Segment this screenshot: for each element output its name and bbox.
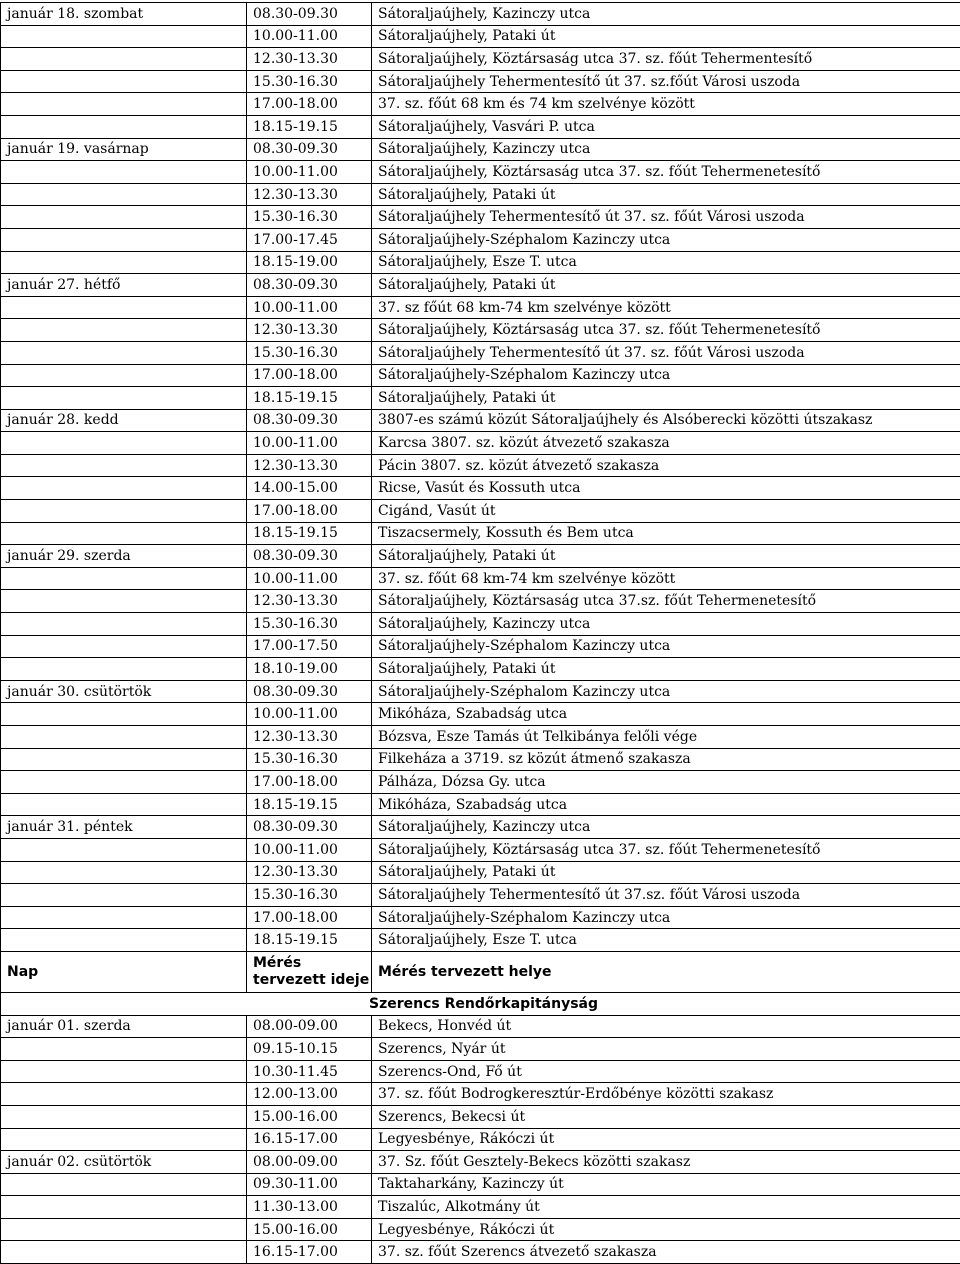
day-cell: január 27. hétfő <box>1 274 247 297</box>
schedule-row <box>1 25 960 48</box>
day-cell-empty <box>1 726 247 749</box>
day-cell-empty <box>1 635 247 658</box>
time-cell: 18.15-19.15 <box>247 793 372 816</box>
time-cell: 08.00-09.00 <box>247 1151 372 1174</box>
time-cell: 09.30-11.00 <box>247 1173 372 1196</box>
time-cell: 12.30-13.30 <box>247 454 372 477</box>
schedule-row <box>1 703 960 726</box>
time-cell: 17.00-18.00 <box>247 364 372 387</box>
time-cell: 18.15-19.15 <box>247 929 372 952</box>
day-cell-empty <box>1 93 247 116</box>
schedule-row <box>1 613 960 636</box>
time-cell: 12.30-13.30 <box>247 183 372 206</box>
header-row <box>1 951 960 992</box>
day-cell-empty <box>1 387 247 410</box>
schedule-row <box>1 477 960 500</box>
time-cell: 08.30-09.30 <box>247 409 372 432</box>
place-cell: Tiszalúc, Alkotmány út <box>372 1196 960 1219</box>
schedule-row <box>1 680 960 703</box>
place-cell: Sátoraljaújhely, Vasvári P. utca <box>372 115 960 138</box>
time-cell: 16.15-17.00 <box>247 1241 372 1264</box>
place-cell: Sátoraljaújhely, Köztársaság utca 37. sz. főút Tehermenetesítő <box>372 161 960 184</box>
time-cell: 17.00-18.00 <box>247 500 372 523</box>
schedule-row <box>1 1128 960 1151</box>
time-cell: 10.00-11.00 <box>247 838 372 861</box>
schedule-row <box>1 1105 960 1128</box>
day-cell-empty <box>1 115 247 138</box>
time-cell: 10.00-11.00 <box>247 703 372 726</box>
place-cell: Pálháza, Dózsa Gy. utca <box>372 771 960 794</box>
place-cell: Sátoraljaújhely, Pataki út <box>372 183 960 206</box>
day-cell: január 02. csütörtök <box>1 1151 247 1174</box>
day-cell-empty <box>1 500 247 523</box>
header-day: Nap <box>1 951 247 992</box>
day-cell-empty <box>1 48 247 71</box>
place-cell: Sátoraljaújhely Tehermentesítő út 37. sz. főút Városi uszoda <box>372 341 960 364</box>
time-cell: 08.30-09.30 <box>247 274 372 297</box>
time-cell: 15.30-16.30 <box>247 341 372 364</box>
place-cell: Sátoraljaújhely, Kazinczy utca <box>372 138 960 161</box>
place-cell: Legyesbénye, Rákóczi út <box>372 1218 960 1241</box>
place-cell: Ricse, Vasút és Kossuth utca <box>372 477 960 500</box>
place-cell: Sátoraljaújhely, Köztársaság utca 37. sz. főút Tehermentesítő <box>372 48 960 71</box>
schedule-row <box>1 816 960 839</box>
schedule-row <box>1 567 960 590</box>
schedule-row <box>1 522 960 545</box>
schedule-row <box>1 319 960 342</box>
place-cell: Sátoraljaújhely, Köztársaság utca 37. sz. főút Tehermenetesítő <box>372 319 960 342</box>
place-cell: Cigánd, Vasút út <box>372 500 960 523</box>
day-cell-empty <box>1 771 247 794</box>
place-cell: Mikóháza, Szabadság utca <box>372 793 960 816</box>
day-cell-empty <box>1 341 247 364</box>
schedule-row <box>1 341 960 364</box>
schedule-row <box>1 251 960 274</box>
time-cell: 08.30-09.30 <box>247 3 372 26</box>
day-cell-empty <box>1 929 247 952</box>
schedule-row <box>1 658 960 681</box>
place-cell: Sátoraljaújhely-Széphalom Kazinczy utca <box>372 906 960 929</box>
day-cell-empty <box>1 590 247 613</box>
time-cell: 16.15-17.00 <box>247 1128 372 1151</box>
schedule-row <box>1 1060 960 1083</box>
schedule-row <box>1 228 960 251</box>
time-cell: 08.30-09.30 <box>247 816 372 839</box>
time-cell: 12.00-13.00 <box>247 1083 372 1106</box>
place-cell: Szerencs, Nyár út <box>372 1038 960 1061</box>
place-cell: Sátoraljaújhely-Széphalom Kazinczy utca <box>372 635 960 658</box>
time-cell: 08.30-09.30 <box>247 545 372 568</box>
place-cell: Sátoraljaújhely-Széphalom Kazinczy utca <box>372 228 960 251</box>
day-cell: január 01. szerda <box>1 1015 247 1038</box>
schedule-row <box>1 454 960 477</box>
time-cell: 18.10-19.00 <box>247 658 372 681</box>
schedule-row <box>1 861 960 884</box>
place-cell: Sátoraljaújhely, Kazinczy utca <box>372 816 960 839</box>
place-cell: Sátoraljaújhely, Esze T. utca <box>372 251 960 274</box>
day-cell-empty <box>1 454 247 477</box>
time-cell: 10.00-11.00 <box>247 567 372 590</box>
schedule-body-a <box>1 3 960 952</box>
section-row <box>1 992 960 1015</box>
time-cell: 17.00-18.00 <box>247 771 372 794</box>
place-cell: Legyesbénye, Rákóczi út <box>372 1128 960 1151</box>
day-cell: január 29. szerda <box>1 545 247 568</box>
day-cell-empty <box>1 161 247 184</box>
schedule-row <box>1 115 960 138</box>
day-cell-empty <box>1 1060 247 1083</box>
day-cell-empty <box>1 477 247 500</box>
day-cell: január 28. kedd <box>1 409 247 432</box>
time-cell: 15.30-16.30 <box>247 70 372 93</box>
time-cell: 18.15-19.15 <box>247 387 372 410</box>
schedule-row <box>1 635 960 658</box>
time-cell: 17.00-17.50 <box>247 635 372 658</box>
time-cell: 08.30-09.30 <box>247 680 372 703</box>
day-cell-empty <box>1 1083 247 1106</box>
place-cell: 37. sz. főút Bodrogkeresztúr-Erdőbénye közötti szakasz <box>372 1083 960 1106</box>
time-cell: 12.30-13.30 <box>247 726 372 749</box>
time-cell: 10.30-11.45 <box>247 1060 372 1083</box>
place-cell: Bekecs, Honvéd út <box>372 1015 960 1038</box>
place-cell: 3807-es számú közút Sátoraljaújhely és Alsóberecki közötti útszakasz <box>372 409 960 432</box>
time-cell: 09.15-10.15 <box>247 1038 372 1061</box>
time-cell: 10.00-11.00 <box>247 25 372 48</box>
day-cell-empty <box>1 793 247 816</box>
day-cell-empty <box>1 884 247 907</box>
schedule-row <box>1 748 960 771</box>
schedule-row <box>1 1083 960 1106</box>
schedule-row <box>1 1196 960 1219</box>
place-cell: Sátoraljaújhely, Pataki út <box>372 274 960 297</box>
day-cell: január 18. szombat <box>1 3 247 26</box>
schedule-header <box>1 951 960 1015</box>
day-cell-empty <box>1 1128 247 1151</box>
day-cell-empty <box>1 1241 247 1264</box>
time-cell: 18.15-19.15 <box>247 522 372 545</box>
time-cell: 15.00-16.00 <box>247 1105 372 1128</box>
schedule-row <box>1 296 960 319</box>
place-cell: Karcsa 3807. sz. közút átvezető szakasza <box>372 432 960 455</box>
time-cell: 10.00-11.00 <box>247 161 372 184</box>
day-cell-empty <box>1 319 247 342</box>
place-cell: Sátoraljaújhely Tehermentesítő út 37. sz. főút Városi uszoda <box>372 206 960 229</box>
schedule-row <box>1 70 960 93</box>
day-cell-empty <box>1 1173 247 1196</box>
schedule-row <box>1 161 960 184</box>
day-cell-empty <box>1 296 247 319</box>
schedule-row <box>1 93 960 116</box>
schedule-row <box>1 409 960 432</box>
place-cell: Sátoraljaújhely Tehermentesítő út 37.sz. főút Városi uszoda <box>372 884 960 907</box>
schedule-row <box>1 500 960 523</box>
day-cell-empty <box>1 183 247 206</box>
schedule-row <box>1 3 960 26</box>
place-cell: Sátoraljaújhely-Széphalom Kazinczy utca <box>372 680 960 703</box>
day-cell-empty <box>1 567 247 590</box>
day-cell-empty <box>1 432 247 455</box>
place-cell: 37. sz. főút Szerencs átvezető szakasza <box>372 1241 960 1264</box>
day-cell-empty <box>1 658 247 681</box>
day-cell-empty <box>1 906 247 929</box>
time-cell: 15.30-16.30 <box>247 206 372 229</box>
day-cell-empty <box>1 613 247 636</box>
day-cell: január 19. vasárnap <box>1 138 247 161</box>
time-cell: 12.30-13.30 <box>247 590 372 613</box>
place-cell: 37. sz. főút 68 km-74 km szelvénye között <box>372 567 960 590</box>
time-cell: 10.00-11.00 <box>247 432 372 455</box>
time-cell: 12.30-13.30 <box>247 319 372 342</box>
day-cell: január 31. péntek <box>1 816 247 839</box>
place-cell: Tiszacsermely, Kossuth és Bem utca <box>372 522 960 545</box>
schedule-row <box>1 793 960 816</box>
schedule-row <box>1 838 960 861</box>
time-cell: 14.00-15.00 <box>247 477 372 500</box>
header-place: Mérés tervezett helye <box>372 951 960 992</box>
time-cell: 11.30-13.00 <box>247 1196 372 1219</box>
time-cell: 15.00-16.00 <box>247 1218 372 1241</box>
schedule-row <box>1 183 960 206</box>
schedule-row <box>1 545 960 568</box>
day-cell-empty <box>1 364 247 387</box>
schedule-row <box>1 726 960 749</box>
place-cell: Bózsva, Esze Tamás út Telkibánya felőli vége <box>372 726 960 749</box>
place-cell: Szerencs-Ond, Fő út <box>372 1060 960 1083</box>
time-cell: 10.00-11.00 <box>247 296 372 319</box>
place-cell: Sátoraljaújhely, Pataki út <box>372 658 960 681</box>
section-title: Szerencs Rendőrkapitányság <box>1 992 960 1015</box>
day-cell-empty <box>1 522 247 545</box>
header-time: Mérés tervezett ideje <box>247 951 372 992</box>
time-cell: 18.15-19.00 <box>247 251 372 274</box>
place-cell: 37. Sz. főút Gesztely-Bekecs közötti szakasz <box>372 1151 960 1174</box>
schedule-row <box>1 48 960 71</box>
schedule-row <box>1 274 960 297</box>
schedule-row <box>1 387 960 410</box>
schedule-row <box>1 1173 960 1196</box>
place-cell: Mikóháza, Szabadság utca <box>372 703 960 726</box>
place-cell: Taktaharkány, Kazinczy út <box>372 1173 960 1196</box>
day-cell-empty <box>1 748 247 771</box>
place-cell: Sátoraljaújhely-Széphalom Kazinczy utca <box>372 364 960 387</box>
schedule-row <box>1 771 960 794</box>
schedule-row <box>1 1241 960 1264</box>
place-cell: Sátoraljaújhely, Esze T. utca <box>372 929 960 952</box>
day-cell-empty <box>1 251 247 274</box>
day-cell-empty <box>1 1196 247 1219</box>
schedule-row <box>1 364 960 387</box>
place-cell: Sátoraljaújhely, Pataki út <box>372 545 960 568</box>
day-cell-empty <box>1 703 247 726</box>
schedule-row <box>1 884 960 907</box>
schedule-body-b <box>1 1015 960 1264</box>
place-cell: 37. sz. főút 68 km és 74 km szelvénye között <box>372 93 960 116</box>
time-cell: 15.30-16.30 <box>247 613 372 636</box>
day-cell: január 30. csütörtök <box>1 680 247 703</box>
schedule-row <box>1 206 960 229</box>
place-cell: Szerencs, Bekecsi út <box>372 1105 960 1128</box>
day-cell-empty <box>1 206 247 229</box>
day-cell-empty <box>1 1038 247 1061</box>
time-cell: 08.00-09.00 <box>247 1015 372 1038</box>
schedule-row <box>1 906 960 929</box>
place-cell: 37. sz főút 68 km-74 km szelvénye között <box>372 296 960 319</box>
place-cell: Sátoraljaújhely, Kazinczy utca <box>372 3 960 26</box>
place-cell: Sátoraljaújhely Tehermentesítő út 37. sz.főút Városi uszoda <box>372 70 960 93</box>
time-cell: 17.00-17.45 <box>247 228 372 251</box>
time-cell: 17.00-18.00 <box>247 93 372 116</box>
place-cell: Sátoraljaújhely, Köztársaság utca 37. sz. főút Tehermenetesítő <box>372 838 960 861</box>
day-cell-empty <box>1 838 247 861</box>
day-cell-empty <box>1 1105 247 1128</box>
time-cell: 12.30-13.30 <box>247 48 372 71</box>
schedule-row <box>1 1151 960 1174</box>
place-cell: Filkeháza a 3719. sz közút átmenő szakasza <box>372 748 960 771</box>
place-cell: Sátoraljaújhely, Kazinczy utca <box>372 613 960 636</box>
time-cell: 17.00-18.00 <box>247 906 372 929</box>
schedule-row <box>1 1038 960 1061</box>
schedule-row <box>1 138 960 161</box>
place-cell: Sátoraljaújhely, Köztársaság utca 37.sz. főút Tehermenetesítő <box>372 590 960 613</box>
day-cell-empty <box>1 25 247 48</box>
place-cell: Sátoraljaújhely, Pataki út <box>372 25 960 48</box>
schedule-row <box>1 929 960 952</box>
day-cell-empty <box>1 70 247 93</box>
time-cell: 18.15-19.15 <box>247 115 372 138</box>
day-cell-empty <box>1 228 247 251</box>
place-cell: Sátoraljaújhely, Pataki út <box>372 387 960 410</box>
place-cell: Sátoraljaújhely, Pataki út <box>372 861 960 884</box>
time-cell: 08.30-09.30 <box>247 138 372 161</box>
schedule-table <box>0 2 960 1264</box>
day-cell-empty <box>1 861 247 884</box>
time-cell: 15.30-16.30 <box>247 884 372 907</box>
schedule-row <box>1 1015 960 1038</box>
schedule-row <box>1 432 960 455</box>
place-cell: Pácin 3807. sz. közút átvezető szakasza <box>372 454 960 477</box>
time-cell: 15.30-16.30 <box>247 748 372 771</box>
schedule-row <box>1 590 960 613</box>
time-cell: 12.30-13.30 <box>247 861 372 884</box>
